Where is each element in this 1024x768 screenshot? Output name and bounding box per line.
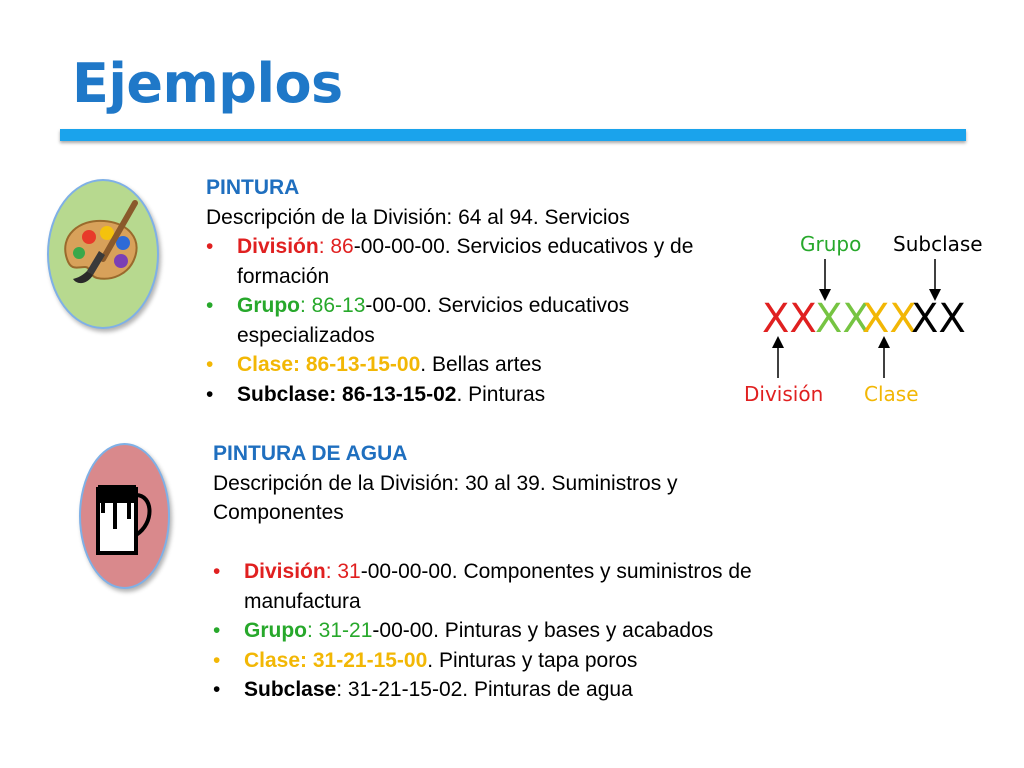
block-heading: PINTURA [206, 176, 300, 199]
paint-bucket-icon [81, 445, 168, 587]
division-description: Descripción de la División: 30 al 39. Suministros y Componentes [213, 471, 678, 524]
pintura-de-agua-block [213, 439, 793, 705]
diagram-label-grupo: Grupo [800, 232, 862, 256]
code-pair-clase: XX [862, 296, 917, 342]
code-pair-grupo: XX [815, 296, 870, 342]
diagram-label-division: División [744, 382, 824, 406]
slide-title: Ejemplos [72, 52, 343, 115]
diagram-label-clase: Clase [864, 382, 919, 406]
diagram-label-subclase: Subclase [893, 232, 983, 256]
pintura-block [206, 173, 736, 409]
list-item-clase: • Clase: 31-21-15-00. Pinturas y tapa poros [213, 646, 793, 676]
code-list [213, 557, 793, 705]
list-item-division: • División: 86-00-00-00. Servicios educativos y de formación [206, 232, 736, 291]
code-list [206, 232, 736, 409]
bucket-badge [79, 443, 170, 589]
block-heading: PINTURA DE AGUA [213, 442, 408, 465]
list-item-subclase: • Subclase: 31-21-15-02. Pinturas de agua [213, 675, 793, 705]
list-item-division: • División: 31-00-00-00. Componentes y suministros de manufactura [213, 557, 793, 616]
list-item-grupo: • Grupo: 31-21-00-00. Pinturas y bases y acabados [213, 616, 793, 646]
list-item-subclase: • Subclase: 86-13-15-02. Pinturas [206, 380, 736, 410]
code-pair-division: XX [762, 296, 817, 342]
title-rule [60, 129, 966, 141]
division-description: Descripción de la División: 64 al 94. Servicios [206, 205, 630, 229]
paint-palette-icon [49, 181, 157, 327]
code-pair-subclase: XX [911, 296, 966, 342]
list-item-clase: • Clase: 86-13-15-00. Bellas artes [206, 350, 736, 380]
list-item-grupo: • Grupo: 86-13-00-00. Servicios educativos especializados [206, 291, 736, 350]
palette-badge [47, 179, 159, 329]
